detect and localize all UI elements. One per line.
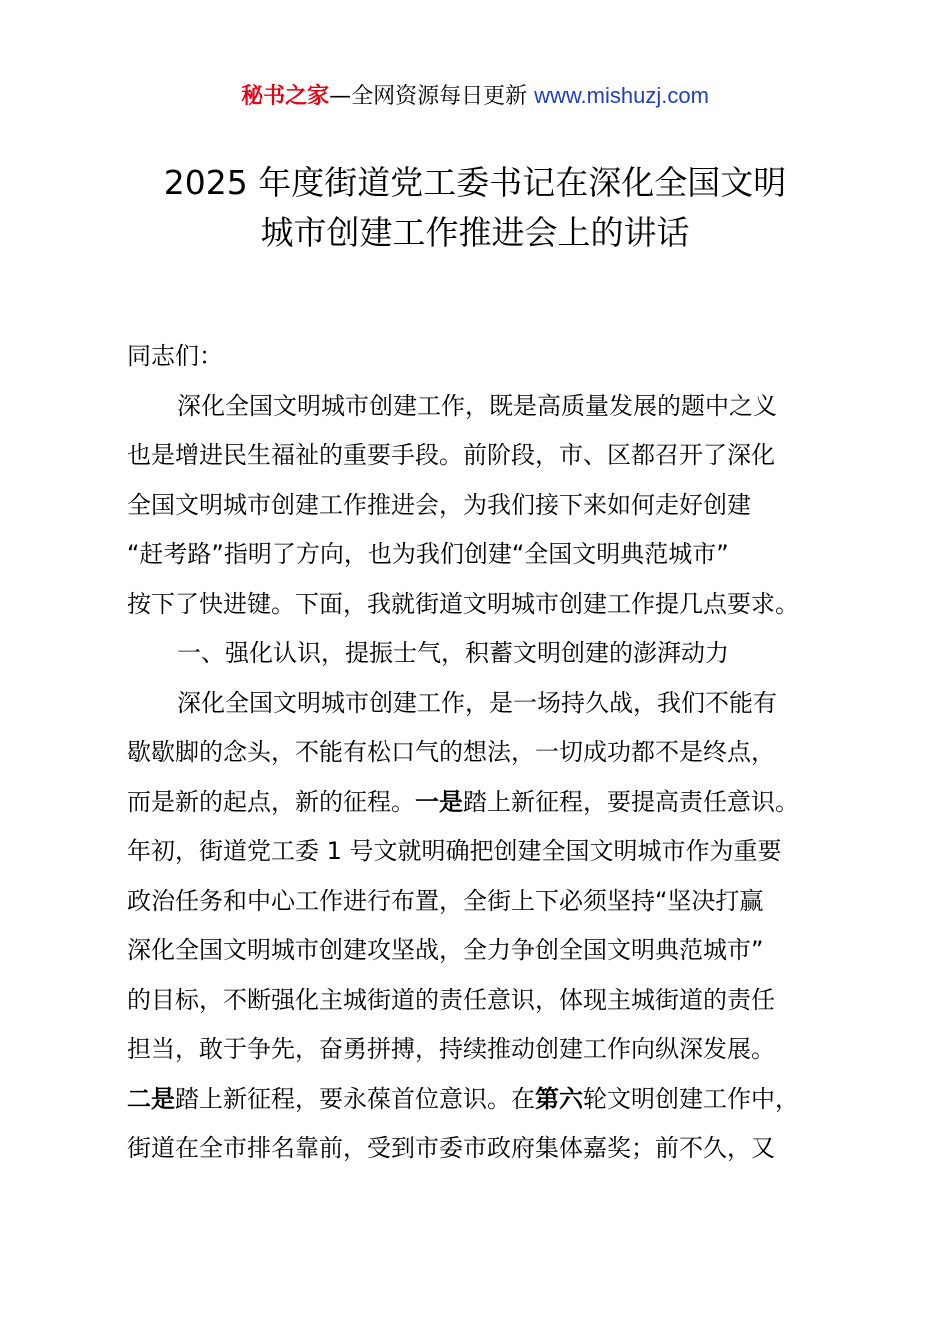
paragraph-line (127, 778, 847, 828)
paragraph-line: “赶考路”指明了方向，也为我们创建“全国文明典范城市” (127, 540, 729, 568)
text-run: 踏上新征程，要永葆首位意识。在 (175, 1084, 535, 1113)
paragraph-line: 也是增进民生福祉的重要手段。前阶段，市、区都召开了深化 (127, 441, 775, 469)
paragraph-line: 担当，敢于争先，奋勇拼搏，持续推动创建工作向纵深发展。 (127, 1035, 775, 1063)
paragraph-line: 歇歇脚的念头，不能有松口气的想法，一切成功都不是终点， (127, 738, 775, 766)
text-run: 踏上新征程，要提高责任意识。 (463, 787, 799, 816)
paragraph-line: 年初，街道党工委 1 号文就明确把创建全国文明城市作为重要 (127, 837, 782, 865)
paragraph-line: 全国文明城市创建工作推进会，为我们接下来如何走好创建 (127, 490, 751, 519)
salutation: 同志们： (127, 342, 223, 370)
paragraph-line: 深化全国文明城市创建工作，是一场持久战，我们不能有 (177, 688, 777, 717)
paragraph-line: 街道在全市排名靠前，受到市委市政府集体嘉奖；前不久，又 (127, 1134, 775, 1162)
paragraph-line: 深化全国文明城市创建攻坚战，全力争创全国文明典范城市” (127, 936, 764, 964)
site-header (0, 80, 950, 113)
paragraph-line: 的目标，不断强化主城街道的责任意识，体现主城街道的责任 (127, 985, 775, 1014)
brand-name: 秘书之家 (241, 84, 330, 109)
bold-marker: 一是 (415, 787, 463, 816)
document-title (0, 158, 950, 258)
site-url-link[interactable]: www.mishuzj.com (534, 83, 709, 108)
paragraph-line: 政治任务和中心工作进行布置，全街上下必须坚持“坚决打赢 (127, 886, 764, 915)
paragraph-line (127, 1075, 847, 1125)
text-run: 轮文明创建工作中， (583, 1084, 799, 1113)
document-body (127, 332, 847, 1174)
bold-marker: 第六 (535, 1084, 583, 1113)
header-tagline: —全网资源每日更新 (329, 84, 535, 109)
section-heading: 一、强化认识，提振士气，积蓄文明创建的澎湃动力 (177, 639, 729, 667)
paragraph-line: 深化全国文明城市创建工作，既是高质量发展的题中之义 (177, 391, 777, 420)
text-run: 而是新的起点，新的征程。 (127, 787, 415, 816)
bold-marker: 二是 (127, 1084, 175, 1113)
title-line-1: 2025 年度街道党工委书记在深化全国文明 (163, 163, 787, 202)
title-line-2: 城市创建工作推进会上的讲话 (260, 213, 690, 252)
paragraph-line: 按下了快进键。下面，我就街道文明城市创建工作提几点要求。 (127, 589, 799, 618)
